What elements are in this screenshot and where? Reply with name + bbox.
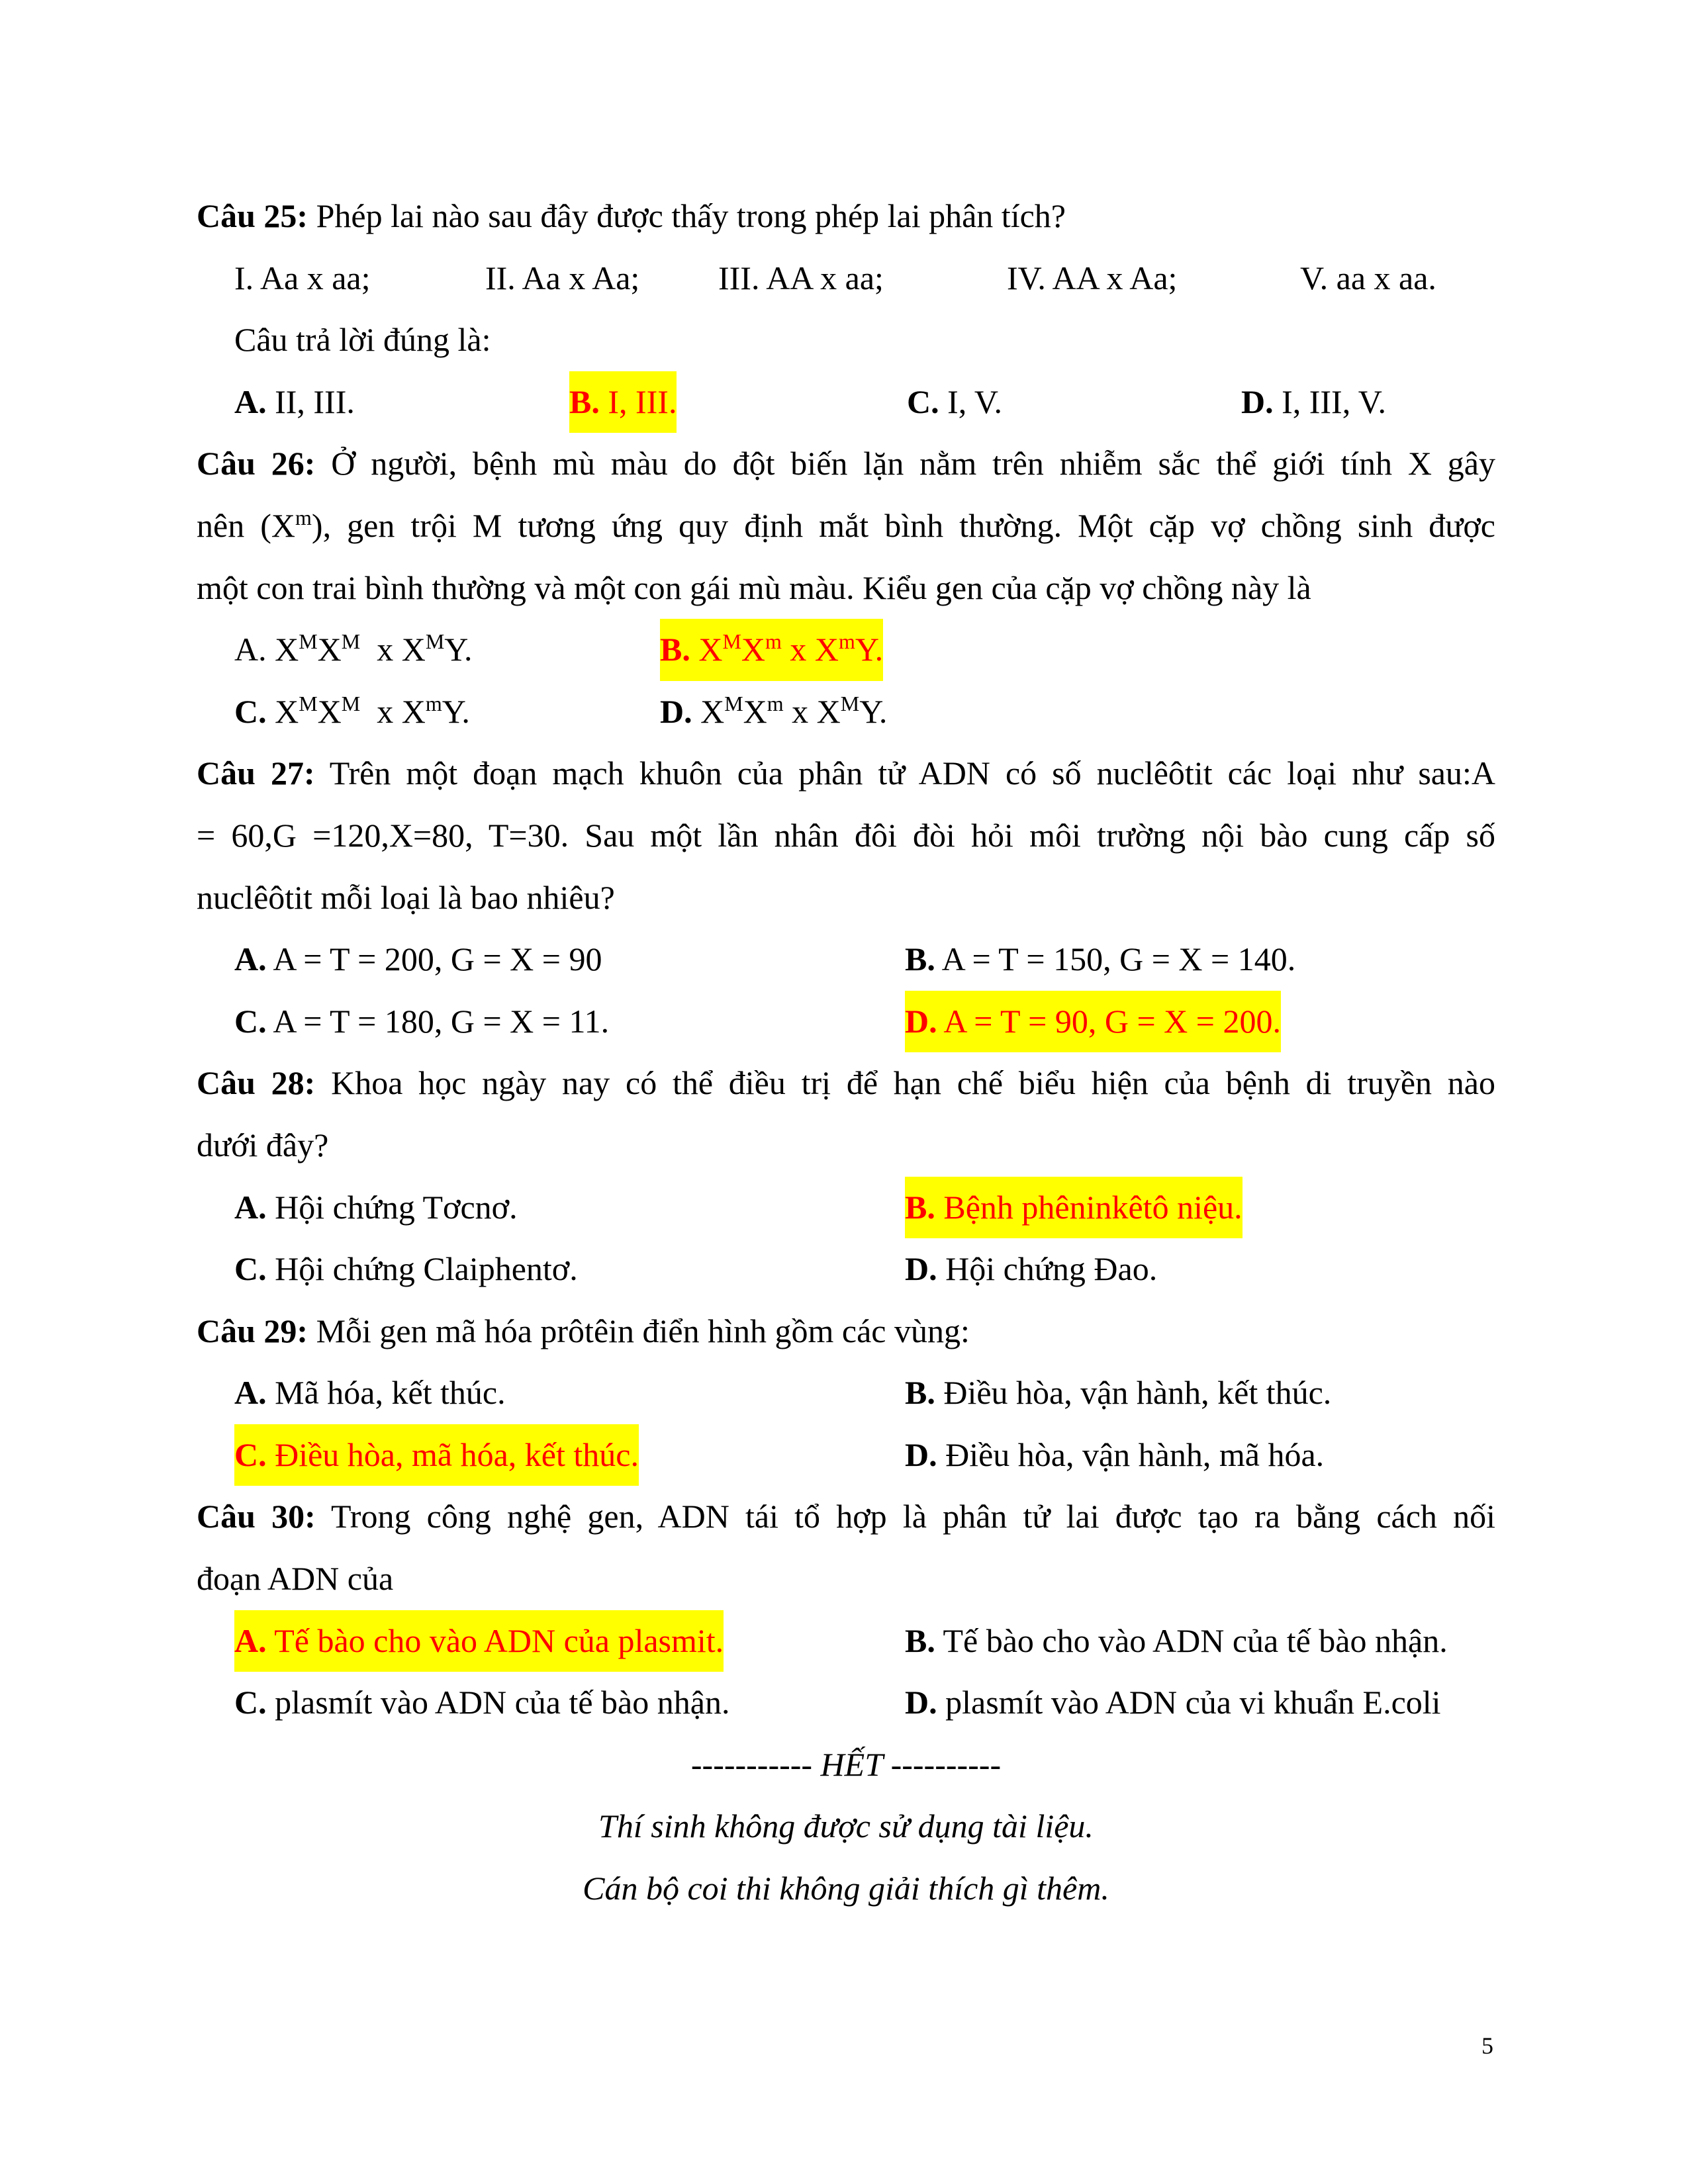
option-b[interactable] (905, 1610, 1448, 1672)
question-30 (197, 1486, 1495, 1548)
sup: M (840, 691, 860, 715)
option-a[interactable] (234, 619, 472, 681)
option-b-correct[interactable] (569, 371, 677, 433)
option-a[interactable] (234, 929, 602, 991)
question-text: Phép lai nào sau đây được thấy trong phép lai phân tích? (308, 197, 1066, 234)
q25-options (197, 371, 1495, 433)
option-a[interactable] (234, 371, 355, 433)
f: Y. (859, 692, 888, 730)
option-text: Điều hòa, mã hóa, kết thúc. (266, 1435, 639, 1473)
q27-options-row2 (197, 991, 1495, 1053)
sup: m (767, 691, 784, 715)
exam-page (197, 185, 1495, 1920)
item: IV. AA x Aa; (1007, 259, 1178, 296)
option-label: D. (905, 1002, 937, 1040)
option-a[interactable] (234, 1177, 518, 1239)
option-d[interactable] (905, 1238, 1157, 1300)
q28-options-row1 (197, 1177, 1495, 1239)
option-label: A. (234, 631, 267, 668)
sup: M (299, 691, 318, 715)
f: X (317, 692, 342, 730)
option-label: C. (234, 692, 267, 730)
sup: M (341, 691, 361, 715)
option-label: A. (234, 1188, 267, 1226)
f: Y. (442, 692, 470, 730)
option-label: D. (905, 1684, 937, 1721)
sup: M (341, 629, 361, 654)
question-label: Câu 28: (197, 1064, 316, 1102)
option-text: Điều hòa, vận hành, kết thúc. (935, 1374, 1332, 1412)
option-label: C. (907, 383, 939, 420)
question-25 (197, 185, 1495, 248)
item: III. AA x aa; (718, 259, 884, 296)
option-label: B. (905, 1374, 935, 1412)
question-text: dưới đây? (197, 1126, 329, 1163)
option-label: A. (234, 940, 267, 978)
option-text: II, III. (266, 383, 355, 420)
f: x X (781, 631, 839, 668)
option-b-correct[interactable] (660, 619, 883, 681)
question-text: một con trai bình thường và một con gái mù màu. Kiểu gen của cặp vợ chồng này là (197, 569, 1311, 606)
option-label: D. (1241, 383, 1274, 420)
footer-note: Thí sinh không được sử dụng tài liệu. (598, 1807, 1094, 1845)
option-b-correct[interactable] (905, 1177, 1243, 1239)
q30-options-row2 (197, 1672, 1495, 1734)
q25-items (197, 248, 1495, 310)
sup: m (839, 629, 855, 654)
sup: m (765, 629, 782, 654)
item: V. aa x aa. (1300, 259, 1436, 296)
option-text: Mã hóa, kết thúc. (266, 1374, 506, 1412)
option-c[interactable] (234, 991, 609, 1053)
question-text (197, 495, 1495, 557)
option-text: Bệnh phêninkêtô niệu. (935, 1188, 1243, 1226)
superscript: m (295, 505, 312, 529)
option-text: A = T = 90, G = X = 200. (937, 1002, 1281, 1040)
option-d[interactable] (905, 1672, 1441, 1734)
q29-options-row1 (197, 1362, 1495, 1424)
f: X (698, 631, 723, 668)
option-text: A = T = 200, G = X = 90 (266, 940, 602, 978)
option-b[interactable] (905, 1362, 1331, 1424)
text: ), gen trội M tương ứng quy định mắt bình thường. Một cặp vợ chồng sinh được (311, 506, 1496, 544)
option-d[interactable] (660, 681, 887, 743)
question-26 (197, 433, 1495, 495)
question-label: Câu 27: (197, 754, 315, 792)
question-text: Mỗi gen mã hóa prôtêin điển hình gồm các vùng: (308, 1312, 970, 1349)
option-label: B. (905, 1188, 935, 1226)
option-text: Điều hòa, vận hành, mã hóa. (937, 1435, 1325, 1473)
question-text: Trên một đoạn mạch khuôn của phân tử ADN có số nuclêôtit các loại như sau:A (314, 754, 1495, 792)
sup: m (425, 691, 442, 715)
item: I. Aa x aa; (234, 259, 371, 296)
option-b[interactable] (905, 929, 1295, 991)
option-text: plasmít vào ADN của vi khuẩn E.coli (937, 1684, 1441, 1721)
option-text: plasmít vào ADN của tế bào nhận. (266, 1684, 730, 1721)
q26-options-row1 (197, 619, 1495, 681)
question-label: Câu 29: (197, 1312, 308, 1349)
f: x X (360, 631, 426, 668)
option-a-correct[interactable] (234, 1610, 724, 1672)
q29-options-row2 (197, 1424, 1495, 1486)
option-label: C. (234, 1435, 267, 1473)
question-27 (197, 743, 1495, 805)
option-a[interactable] (234, 1362, 506, 1424)
option-d[interactable] (905, 1424, 1324, 1486)
option-text: Hội chứng Claiphentơ. (266, 1250, 578, 1288)
f: X (317, 631, 342, 668)
sup: M (299, 629, 318, 654)
option-label: D. (660, 692, 692, 730)
f: x X (360, 692, 426, 730)
page-number: 5 (1481, 2032, 1493, 2059)
item: II. Aa x Aa; (485, 259, 640, 296)
question-29 (197, 1300, 1495, 1363)
f: X (741, 631, 766, 668)
option-text: Hội chứng Tơcnơ. (266, 1188, 518, 1226)
q26-options-row2 (197, 681, 1495, 743)
q30-options-row1 (197, 1610, 1495, 1672)
option-label: B. (660, 631, 690, 668)
f: X (275, 631, 299, 668)
f: x X (783, 692, 841, 730)
option-label: A. (234, 1374, 267, 1412)
question-label: Câu 26: (197, 445, 316, 482)
question-label: Câu 30: (197, 1498, 316, 1535)
question-label: Câu 25: (197, 197, 308, 234)
f: X (743, 692, 767, 730)
option-c[interactable] (234, 1238, 578, 1300)
question-text: Trong công nghệ gen, ADN tái tổ hợp là phân tử lai được tạo ra bằng cách nối (315, 1498, 1495, 1535)
question-text: nuclêôtit mỗi loại là bao nhiêu? (197, 878, 615, 916)
question-text: đoạn ADN của (197, 1560, 394, 1598)
option-text: I, III. (599, 383, 677, 420)
option-label: B. (569, 383, 600, 420)
option-label: C. (234, 1684, 267, 1721)
option-text: A = T = 180, G = X = 11. (266, 1002, 610, 1040)
option-text: I, III, V. (1273, 383, 1386, 420)
question-28 (197, 1052, 1495, 1115)
option-label: A. (234, 383, 267, 420)
question-text: Ở người, bệnh mù màu do đột biến lặn nằm trên nhiễm sắc thể giới tính X gây (315, 445, 1495, 482)
f: X (275, 692, 299, 730)
q28-options-row2 (197, 1238, 1495, 1300)
sup: M (722, 629, 741, 654)
option-text: Tế bào cho vào ADN của tế bào nhận. (935, 1621, 1448, 1659)
footer-note: Cán bộ coi thi không giải thích gì thêm. (583, 1870, 1109, 1907)
option-text: Tế bào cho vào ADN của plasmit. (266, 1621, 724, 1659)
end-marker: ----------- HẾT ---------- (690, 1745, 1002, 1783)
option-c[interactable] (234, 681, 470, 743)
option-d-correct[interactable] (905, 991, 1281, 1053)
option-text: I, V. (939, 383, 1003, 420)
text: nên (X (197, 506, 296, 544)
option-label: D. (905, 1435, 937, 1473)
option-label: B. (905, 1621, 935, 1659)
option-text: A = T = 150, G = X = 140. (935, 940, 1296, 978)
option-label: B. (905, 940, 935, 978)
option-label: C. (234, 1002, 267, 1040)
question-text: Khoa học ngày nay có thể điều trị để hạn chế biểu hiện của bệnh di truyền nào (315, 1064, 1495, 1102)
option-label: A. (234, 1621, 267, 1659)
option-text: Hội chứng Đao. (937, 1250, 1158, 1288)
sup: M (425, 629, 445, 654)
sup: M (724, 691, 743, 715)
answer-prompt: Câu trả lời đúng là: (234, 321, 491, 359)
q27-options-row1 (197, 929, 1495, 991)
option-c-correct[interactable] (234, 1424, 639, 1486)
option-c[interactable] (234, 1672, 729, 1734)
option-label: D. (905, 1250, 937, 1288)
f: X (700, 692, 725, 730)
question-text: = 60,G =120,X=80, T=30. Sau một lần nhân đôi đòi hỏi môi trường nội bào cung cấp số (197, 816, 1495, 854)
f: Y. (855, 631, 884, 668)
f: Y. (444, 631, 473, 668)
option-c[interactable] (907, 371, 1002, 433)
option-label: C. (234, 1250, 267, 1288)
option-d[interactable] (1241, 371, 1386, 433)
